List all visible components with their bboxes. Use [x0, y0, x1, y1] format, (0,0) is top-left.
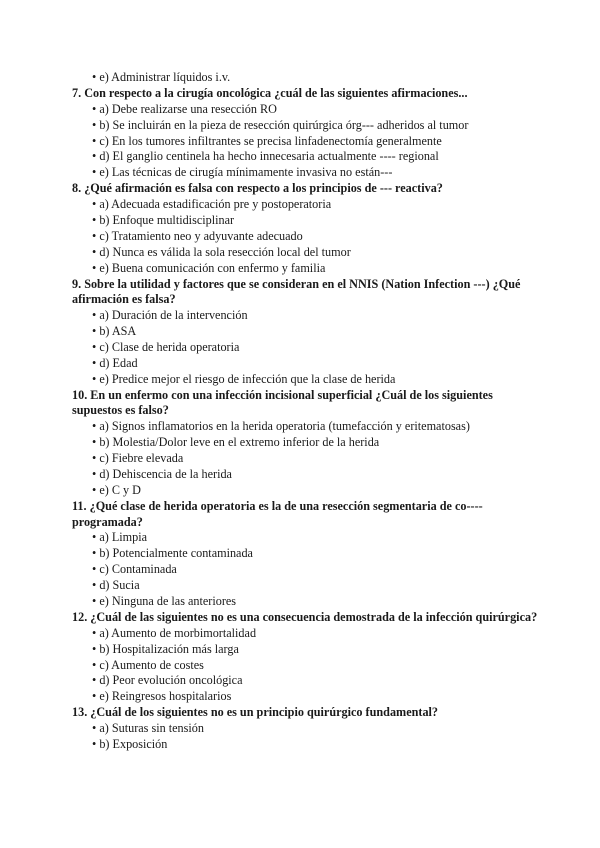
list-item: • a) Debe realizarse una resección RO: [72, 102, 542, 118]
list-item: • b) Potencialmente contaminada: [72, 546, 542, 562]
question-title: 10. En un enfermo con una infección incisional superficial ¿Cuál de los siguientes supuestos es falso?: [72, 387, 493, 418]
list-item: • c) Aumento de costes: [72, 658, 542, 674]
list-item: • a) Signos inflamatorios en la herida operatoria (tumefacción y eritematosas): [72, 419, 542, 435]
question-title: 13. ¿Cuál de los siguientes no es un principio quirúrgico fundamental?: [72, 705, 439, 720]
list-item: • c) Contaminada: [72, 562, 542, 578]
list-item: • a) Suturas sin tensión: [72, 721, 542, 737]
leading-options: [72, 70, 542, 86]
list-item: • c) Tratamiento neo y adyuvante adecuado: [72, 229, 542, 245]
option-list: [72, 102, 542, 182]
list-item: • e) Administrar líquidos i.v.: [72, 70, 542, 86]
question-10: [72, 388, 542, 499]
question-12: [72, 610, 542, 705]
list-item: • e) Ninguna de las anteriores: [72, 594, 542, 610]
question-13: [72, 705, 542, 753]
list-item: • c) En los tumores infiltrantes se precisa linfadenectomía generalmente: [72, 134, 542, 150]
question-7: [72, 86, 542, 181]
question-title: 11. ¿Qué clase de herida operatoria es la de una resección segmentaria de co---- programada?: [72, 498, 483, 529]
list-item: • c) Fiebre elevada: [72, 451, 542, 467]
option-list: [72, 197, 542, 277]
question-title: 8. ¿Qué afirmación es falsa con respecto a los principios de --- reactiva?: [72, 181, 443, 196]
option-list: [72, 721, 542, 753]
list-item: • b) Se incluirán en la pieza de resección quirúrgica órg--- adheridos al tumor: [72, 118, 542, 134]
option-list: [72, 626, 542, 706]
list-item: • b) Enfoque multidisciplinar: [72, 213, 542, 229]
option-list: [72, 308, 542, 388]
question-title: 9. Sobre la utilidad y factores que se consideran en el NNIS (Nation Infection ---) ¿Qué afirmación es falsa?: [72, 276, 521, 307]
list-item: • e) C y D: [72, 483, 542, 499]
question-9: [72, 277, 542, 388]
list-item: • d) Nunca es válida la sola resección local del tumor: [72, 245, 542, 261]
list-item: • a) Duración de la intervención: [72, 308, 542, 324]
question-title: 7. Con respecto a la cirugía oncológica ¿cuál de las siguientes afirmaciones...: [72, 85, 468, 100]
list-item: • a) Adecuada estadificación pre y postoperatoria: [72, 197, 542, 213]
option-list: [72, 419, 542, 499]
list-item: • e) Reingresos hospitalarios: [72, 689, 542, 705]
list-item: • c) Clase de herida operatoria: [72, 340, 542, 356]
list-item: • b) Hospitalización más larga: [72, 642, 542, 658]
list-item: • e) Buena comunicación con enfermo y familia: [72, 261, 542, 277]
list-item: • d) Peor evolución oncológica: [72, 673, 542, 689]
question-11: [72, 499, 542, 610]
exam-content: [72, 70, 542, 753]
list-item: • b) Molestia/Dolor leve en el extremo inferior de la herida: [72, 435, 542, 451]
list-item: • d) El ganglio centinela ha hecho innecesaria actualmente ---- regional: [72, 149, 542, 165]
list-item: • b) Exposición: [72, 737, 542, 753]
option-list: [72, 530, 542, 610]
list-item: • e) Predice mejor el riesgo de infección que la clase de herida: [72, 372, 542, 388]
list-item: • d) Dehiscencia de la herida: [72, 467, 542, 483]
list-item: • d) Edad: [72, 356, 542, 372]
question-title: 12. ¿Cuál de las siguientes no es una consecuencia demostrada de la infección quirúrgica?: [72, 609, 538, 624]
list-item: • e) Las técnicas de cirugía mínimamente invasiva no están---: [72, 165, 542, 181]
question-8: [72, 181, 542, 276]
list-item: • a) Limpia: [72, 530, 542, 546]
list-item: • a) Aumento de morbimortalidad: [72, 626, 542, 642]
list-item: • d) Sucia: [72, 578, 542, 594]
list-item: • b) ASA: [72, 324, 542, 340]
